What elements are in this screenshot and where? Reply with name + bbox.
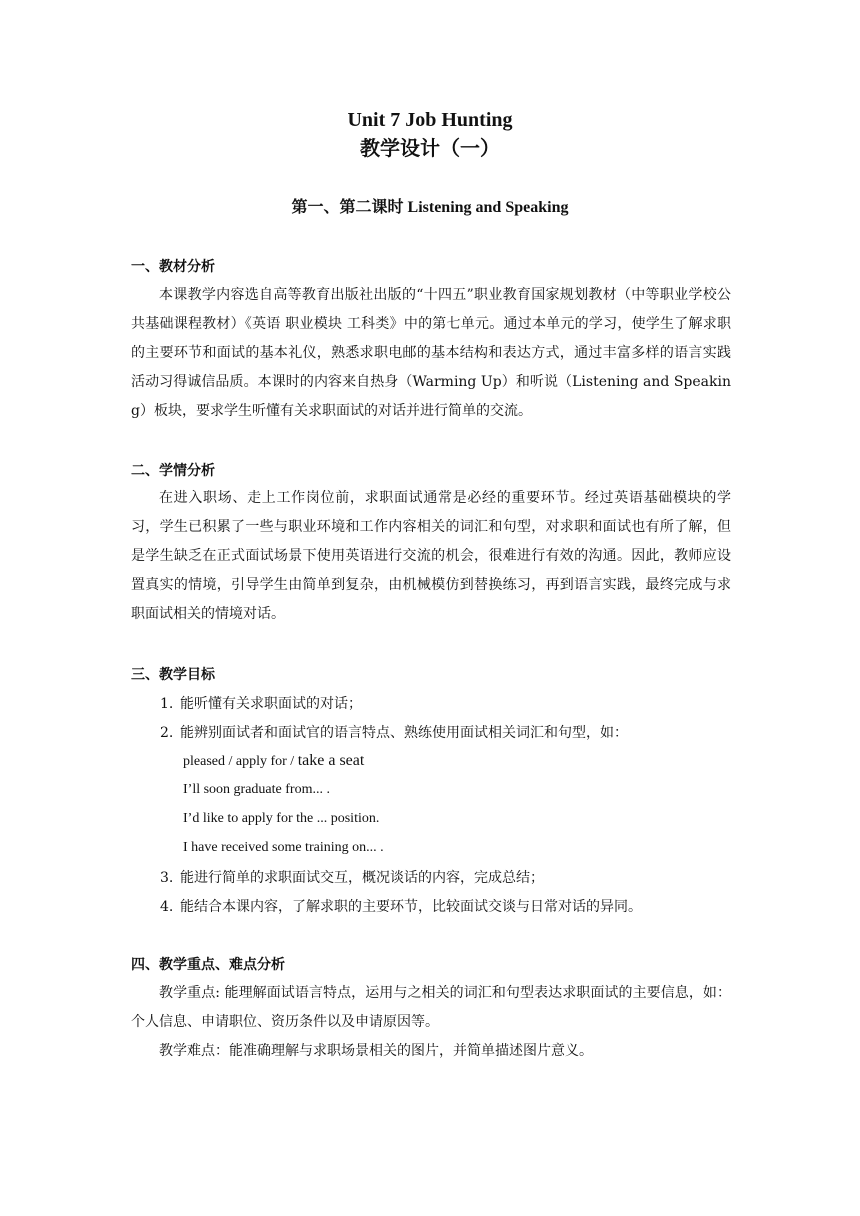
- goal-text: 能听懂有关求职面试的对话；: [180, 696, 362, 712]
- lesson-subtitle: 第一、第二课时 Listening and Speaking: [291, 199, 569, 216]
- difficult-point-text: 教学难点：能准确理解与求职场景相关的图片，并简单描述图片意义。: [159, 1043, 593, 1059]
- section-body-textbook-analysis: 本课教学内容选自高等教育出版社出版的“十四五”职业教育国家规划教材（中等职业学校公共基础课程教材）《英语 职业模块 工科类》中的第七单元。通过本单元的学习，使学生了解求职的主要环节和面试的基本礼仪，熟悉求职电邮的基本结构和表达方式，通过丰富多样的语言实践活动习得诚信品质。本课时的内容来自热身（Warming Up）和听说（Listening and Speaking）板块，要求学生听懂有关求职面试的对话并进行简单的交流。: [131, 287, 731, 419]
- example-phrase-part: take a seat: [297, 752, 365, 769]
- example-sentence: I’ll soon graduate from... .: [183, 782, 330, 797]
- goal-item: [160, 897, 642, 917]
- goal-number: 4.: [160, 899, 174, 915]
- section-heading-key-difficult-points: 四、教学重点、难点分析: [131, 957, 285, 973]
- goal-item: [160, 694, 362, 714]
- example-phrase-part: pleased / apply for /: [183, 754, 298, 769]
- document-subtitle-cn: 教学设计（一）: [360, 136, 500, 160]
- section-heading-student-analysis: 二、学情分析: [131, 463, 215, 479]
- section-heading-teaching-goals: 三、教学目标: [131, 667, 215, 683]
- example-phrase: [183, 751, 364, 772]
- goal-number: 2.: [160, 725, 174, 741]
- goal-text: 能进行简单的求职面试交互，概况谈话的内容，完成总结；: [180, 870, 544, 886]
- goal-item: [160, 723, 628, 743]
- document-title: Unit 7 Job Hunting: [347, 109, 513, 131]
- example-sentence: I’d like to apply for the ... position.: [183, 811, 380, 826]
- key-point-text: 教学重点: 能理解面试语言特点，运用与之相关的词汇和句型表达求职面试的主要信息，如：个人信息、申请职位、资历条件以及申请原因等。: [131, 985, 731, 1030]
- goal-number: 1.: [160, 696, 174, 712]
- goal-item: [160, 868, 544, 888]
- section-body-student-analysis: 在进入职场、走上工作岗位前，求职面试通常是必经的重要环节。经过英语基础模块的学习，学生已积累了一些与职业环境和工作内容相关的词汇和句型，对求职和面试也有所了解，但是学生缺乏在正式面试场景下使用英语进行交流的机会，很难进行有效的沟通。因此，教师应设置真实的情境，引导学生由简单到复杂，由机械模仿到替换练习，再到语言实践，最终完成与求职面试相关的情境对话。: [131, 490, 731, 622]
- goal-number: 3.: [160, 870, 174, 886]
- example-sentence: I have received some training on... .: [183, 840, 384, 855]
- section-heading-textbook-analysis: 一、教材分析: [131, 259, 215, 275]
- goal-text: 能结合本课内容，了解求职的主要环节，比较面试交谈与日常对话的异同。: [180, 899, 642, 915]
- goal-text: 能辨别面试者和面试官的语言特点、熟练使用面试相关词汇和句型，如：: [180, 725, 628, 741]
